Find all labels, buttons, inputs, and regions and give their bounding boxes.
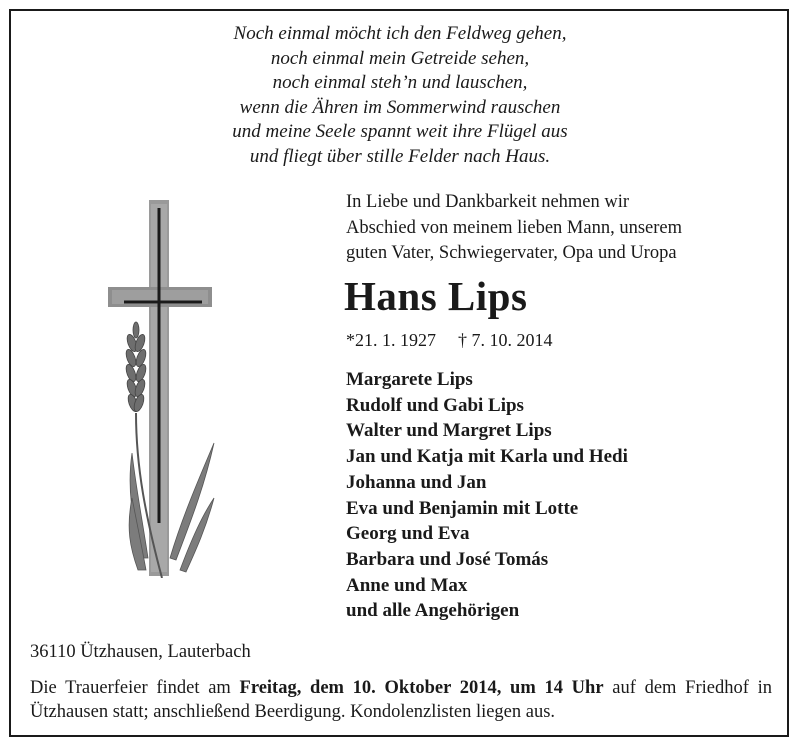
grass-blades	[129, 443, 214, 572]
notice-prefix: Die Trauerfeier findet am	[30, 678, 240, 698]
family-member: Jan und Katja mit Karla und Hedi	[346, 446, 628, 468]
family-member: Johanna und Jan	[346, 471, 487, 493]
family-list	[346, 367, 628, 624]
family-member: Eva und Benjamin mit Lotte	[346, 497, 579, 519]
family-member: Margarete Lips	[346, 369, 473, 390]
intro-line: Abschied von meinem lieben Mann, unserem	[346, 217, 682, 238]
deceased-name: Hans Lips	[344, 273, 528, 319]
life-dates	[346, 330, 553, 351]
intro-line: guten Vater, Schwiegervater, Opa und Uropa	[346, 243, 677, 263]
notice-date-time: Freitag, dem 10. Oktober 2014, um 14 Uhr	[239, 678, 604, 698]
birth-date: *21. 1. 1927	[346, 330, 436, 350]
death-date: † 7. 10. 2014	[458, 330, 553, 350]
notice-suffix: auf dem Friedhof in Ützhausen statt; anschließend Beerdigung. Kondolenzlisten liegen aus.	[30, 678, 772, 722]
poem-line: und fliegt über stille Felder nach Haus.	[249, 145, 551, 167]
intro-line: In Liebe und Dankbarkeit nehmen wir	[346, 192, 630, 212]
poem-line: und meine Seele spannt weit ihre Flügel aus	[232, 121, 568, 142]
family-member: Rudolf und Gabi Lips	[346, 394, 524, 416]
poem	[100, 22, 700, 169]
poem-line: noch einmal mein Getreide sehen,	[270, 47, 530, 69]
poem-line: Noch einmal möcht ich den Feldweg gehen,	[233, 23, 567, 44]
cross-with-wheat-illustration	[102, 198, 222, 578]
family-member: Barbara und José Tomás	[346, 548, 549, 570]
family-member: und alle Angehörigen	[346, 600, 520, 622]
poem-line: noch einmal steh’n und lauschen,	[272, 72, 528, 93]
poem-line: wenn die Ähren im Sommerwind rauschen	[239, 96, 561, 118]
place-line: 36110 Ützhausen, Lauterbach	[30, 642, 251, 662]
family-member: Walter und Margret Lips	[346, 420, 552, 442]
family-member: Georg und Eva	[346, 523, 470, 545]
funeral-notice	[30, 676, 772, 724]
family-member: Anne und Max	[346, 574, 468, 596]
wheat-ear-icon	[124, 322, 148, 413]
intro-text	[346, 190, 682, 267]
